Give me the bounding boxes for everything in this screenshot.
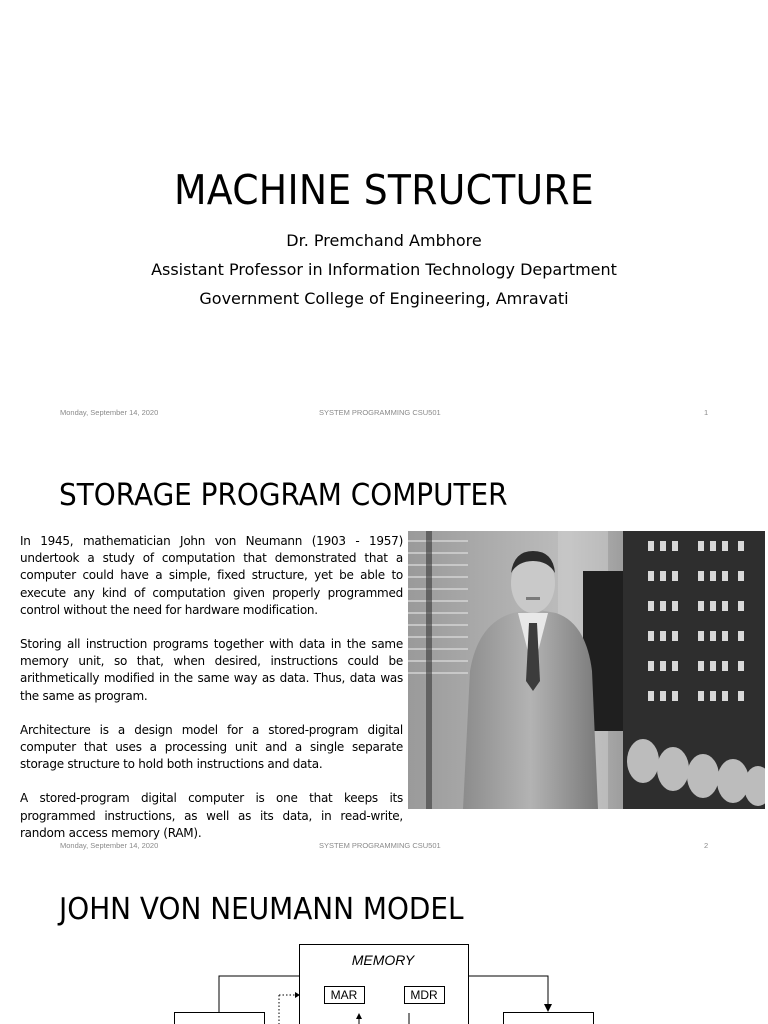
paragraph: In 1945, mathematician John von Neumann (1903 - 1957) undertook a study of computation that demonstrated that a computer could have a simple, fixed structure, yet be able to execute any kind of computation given properly programmed control without the need for hardware modification.	[20, 534, 403, 617]
mar-label: MAR	[330, 988, 358, 1002]
slide-body	[20, 533, 403, 859]
author-institution: Government College of Engineering, Amravati	[199, 289, 569, 308]
von-neumann-photo	[408, 531, 765, 809]
slide-title: STORAGE PROGRAM COMPUTER	[59, 478, 508, 513]
author-name: Dr. Premchand Ambhore	[286, 231, 482, 250]
mdr-label: MDR	[410, 988, 438, 1002]
slide-number: 1	[704, 408, 709, 417]
slide-title: JOHN VON NEUMANN MODEL	[59, 892, 464, 927]
footer-date: Monday, September 14, 2020	[60, 841, 159, 850]
cpu-box	[175, 1013, 265, 1024]
slide-number: 2	[704, 841, 709, 850]
storage-program-slide	[0, 433, 768, 865]
right-connector	[469, 976, 548, 1006]
footer-course: SYSTEM PROGRAMMING CSU501	[319, 841, 441, 850]
slide-title: MACHINE STRUCTURE	[173, 166, 595, 214]
memory-label: MEMORY	[351, 952, 415, 968]
right-arrowhead	[544, 1004, 552, 1012]
von-neumann-diagram	[0, 866, 768, 1024]
author-position: Assistant Professor in Information Technology Department	[151, 260, 617, 279]
footer-date: Monday, September 14, 2020	[60, 408, 159, 417]
title-slide	[0, 0, 768, 432]
io-box	[504, 1013, 594, 1024]
paragraph: Storing all instruction programs together with data in the same memory unit, so that, when desired, instructions could be arithmetically modified in the same way as data. Thus, data was the same as program.	[20, 637, 403, 703]
photo-illustration	[408, 531, 765, 809]
von-neumann-model-slide	[0, 866, 768, 1024]
paragraph: Architecture is a design model for a stored-program digital computer that uses a processing unit and a single separate storage structure to hold both instructions and data.	[20, 722, 403, 772]
footer-course: SYSTEM PROGRAMMING CSU501	[319, 408, 441, 417]
paragraph: A stored-program digital computer is one that keeps its programmed instructions, as well as its data, in read-write, random access memory (RAM).	[20, 791, 403, 840]
